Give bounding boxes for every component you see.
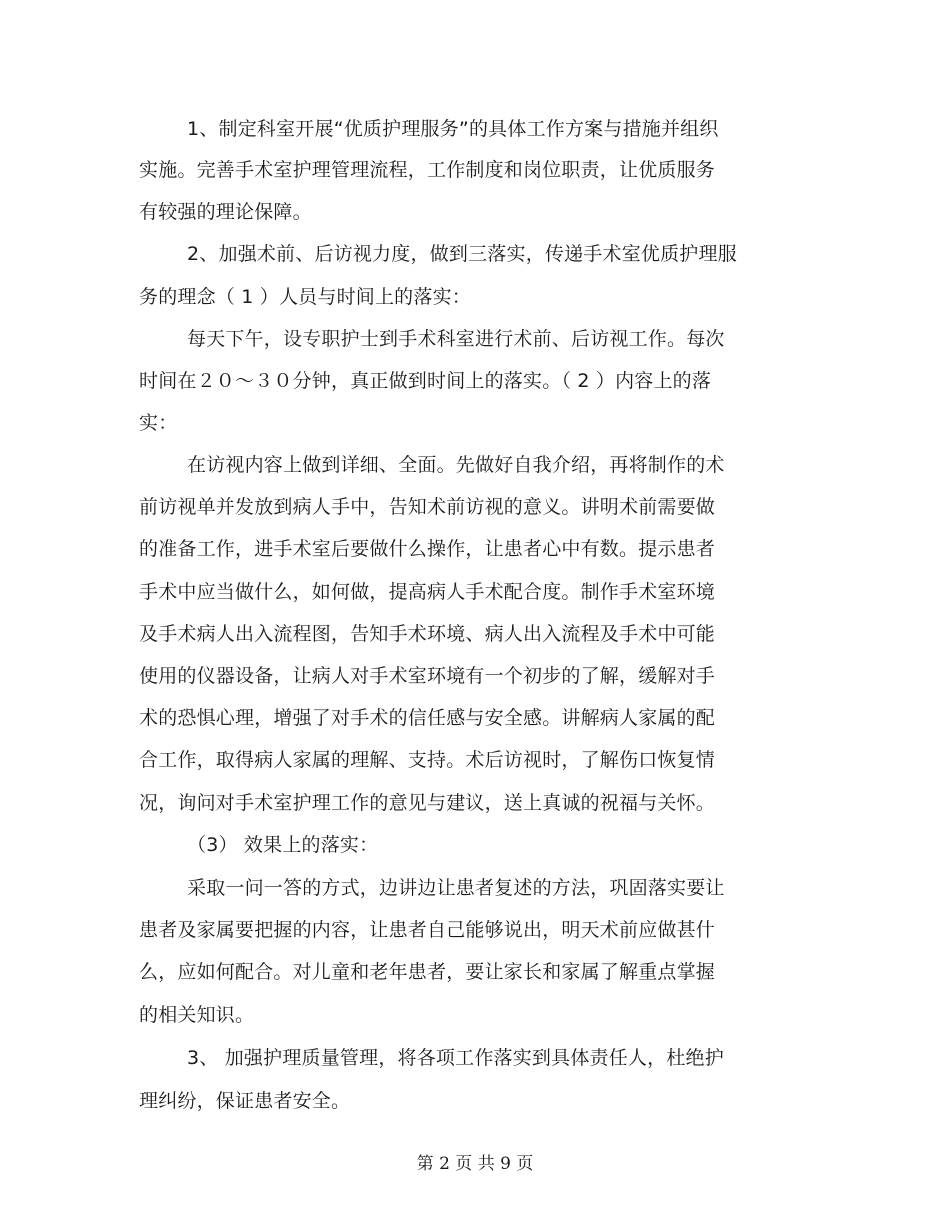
text-line: 的准备工作，进手术室后要做什么操作，让患者心中有数。提示患者	[139, 538, 716, 560]
text-line: 2、加强术前、后访视力度，做到三落实，传递手术室优质护理服	[187, 243, 737, 265]
text-line: （3） 效果上的落实：	[187, 834, 379, 856]
text-line: 实：	[139, 412, 178, 434]
text-line: 采取一问一答的方式，边讲边让患者复述的方法，巩固落实要让	[187, 877, 725, 899]
text-line: 有较强的理论保障。	[139, 201, 312, 223]
text-line: 务的理念（ 1 ）人员与时间上的落实：	[139, 286, 471, 308]
text-line: 理纠纷，保证患者安全。	[139, 1090, 351, 1112]
text-line: 术的恐惧心理，增强了对手术的信任感与安全感。讲解病人家属的配	[139, 707, 716, 729]
text-line: 3、 加强护理质量管理，将各项工作落实到具体责任人，杜绝护	[187, 1047, 724, 1069]
text-line: 况，询问对手术室护理工作的意见与建议，送上真诚的祝福与关怀。	[139, 792, 716, 814]
text-line: 在访视内容上做到详细、全面。先做好自我介绍，再将制作的术	[187, 454, 725, 476]
text-line: 实施。完善手术室护理管理流程，工作制度和岗位职责，让优质服务	[139, 159, 716, 181]
text-line: 手术中应当做什么，如何做，提高病人手术配合度。制作手术室环境	[139, 581, 716, 603]
text-line: 时间在２０～３０分钟，真正做到时间上的落实。（ 2 ）内容上的落	[139, 370, 712, 392]
text-line: 的相关知识。	[139, 1004, 255, 1026]
text-line: 及手术病人出入流程图，告知手术环境、病人出入流程及手术中可能	[139, 623, 716, 645]
text-line: 合工作，取得病人家属的理解、支持。术后访视时，了解伤口恢复情	[139, 749, 716, 771]
text-line: 患者及家属要把握的内容，让患者自己能够说出，明天术前应做甚什	[139, 919, 716, 941]
text-line: 1、制定科室开展“优质护理服务”的具体工作方案与措施并组织	[187, 118, 719, 140]
text-line: 么，应如何配合。对儿童和老年患者，要让家长和家属了解重点掌握	[139, 961, 716, 983]
page-footer: 第 2 页 共 9 页	[416, 1154, 534, 1174]
text-line: 每天下午，设专职护士到手术科室进行术前、后访视工作。每次	[187, 328, 725, 350]
text-line: 使用的仪器设备，让病人对手术室环境有一个初步的了解，缓解对手	[139, 665, 716, 687]
text-line: 前访视单并发放到病人手中，告知术前访视的意义。讲明术前需要做	[139, 496, 716, 518]
